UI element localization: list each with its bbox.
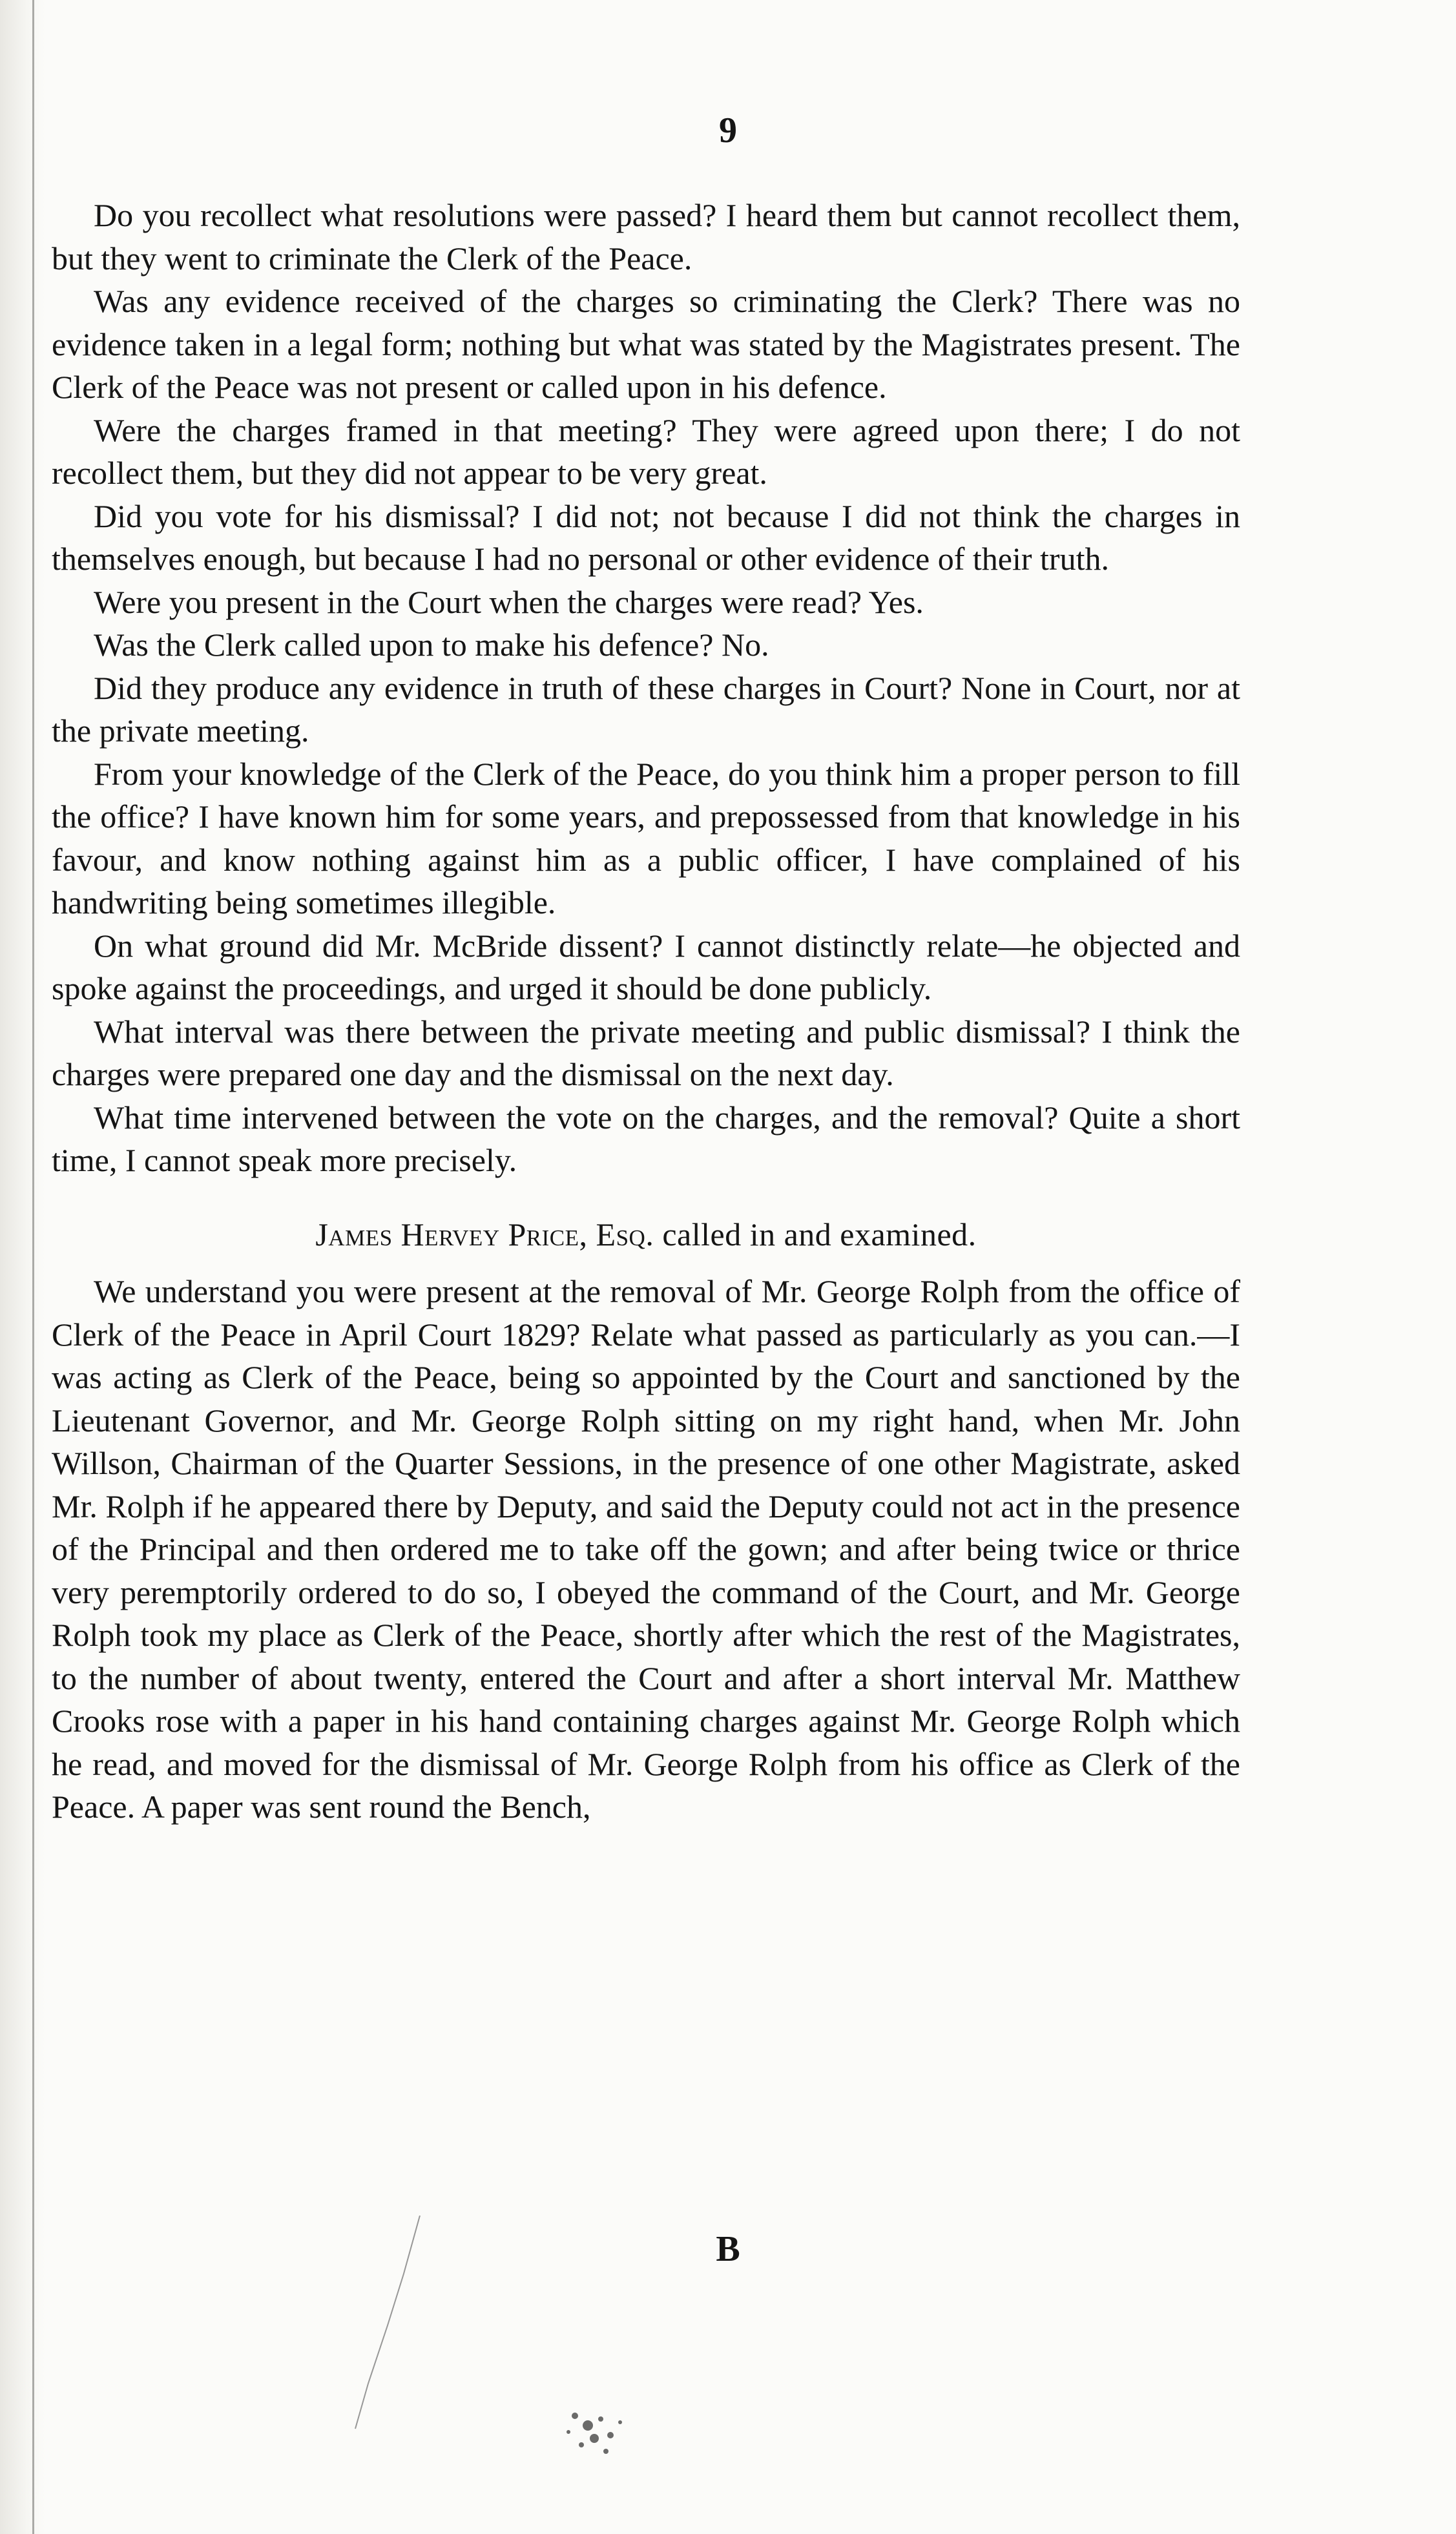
paragraph: On what ground did Mr. McBride dissent? I cannot distinctly relate—he objected and spoke against the proceedings, and urged it should be done publicly. (52, 927, 1240, 1006)
paragraph: What time intervened between the vote on the charges, and the removal? Quite a short time, I cannot speak more precisely. (52, 1099, 1240, 1178)
paragraph: Did you vote for his dismissal? I did not; not because I did not think the charges in themselves enough, but because I had no personal or other evidence of their truth. (52, 497, 1240, 577)
paragraph: Do you recollect what resolutions were passed? I heard them but cannot recollect them, but they went to criminate the Clerk of the Peace. (52, 197, 1240, 276)
page-number: 9 (719, 110, 737, 151)
ink-smudge (549, 2390, 652, 2467)
page-binding-line (32, 0, 34, 2534)
signature-mark: B (716, 2229, 740, 2269)
stray-pen-line (342, 2216, 439, 2435)
paragraph: We understand you were present at the removal of Mr. George Rolph from the office of Clerk of the Peace in April Court 1829? Relate what passed as particularly as you can.—I was acting as Clerk of the Peace, being so appointed by the Court and sanctioned by the Lieutenant Governor, and Mr. George Rolph sitting on my right hand, when Mr. John Willson, Chairman of the Quarter Sessions, in the presence of one other Magistrate, asked Mr. Rolph if he appeared there by Deputy, and said the Deputy could not act in the presence of the Principal and then ordered me to take off the gown; and after being twice or thrice very peremptorily ordered to do so, I obeyed the command of the Court, and Mr. George Rolph took my place as Clerk of the Peace, shortly after which the rest of the Magistrates, to the number of about twenty, entered the Court and after a short interval Mr. Matthew Crooks rose with a paper in his hand containing charges against Mr. George Rolph which he read, and moved for the dismissal of Mr. George Rolph from his office as Clerk of the Peace. A paper was sent round the Bench, (52, 1273, 1240, 1825)
witness-heading (52, 1213, 1240, 1256)
paragraph: Did they produce any evidence in truth of these charges in Court? None in Court, nor at the private meeting. (52, 669, 1240, 749)
paragraph: Were you present in the Court when the charges were read? Yes. (94, 583, 924, 620)
page-binding-edge (0, 0, 45, 2534)
document-body (52, 194, 1240, 1829)
paragraph: Was any evidence received of the charges so criminating the Clerk? There was no evidence taken in a legal form; nothing but what was stated by the Magistrates present. The Clerk of the Peace was not present or called upon in his defence. (52, 283, 1240, 405)
paragraph: Was the Clerk called upon to make his defence? No. (94, 627, 769, 663)
paragraph: From your knowledge of the Clerk of the Peace, do you think him a proper person to fill the office? I have known him for some years, and prepossessed from that knowledge in his favour, and know nothing against him as a public officer, I have complained of his handwriting being sometimes illegible. (52, 755, 1240, 920)
witness-heading-rest: called in and examined. (662, 1216, 977, 1252)
witness-name: James Hervey Price, Esq. (315, 1216, 654, 1252)
paragraph: Were the charges framed in that meeting? They were agreed upon there; I do not recollect them, but they did not appear to be very great. (52, 411, 1240, 491)
paragraph: What interval was there between the private meeting and public dismissal? I think the charges were prepared one day and the dismissal on the next day. (52, 1013, 1240, 1092)
